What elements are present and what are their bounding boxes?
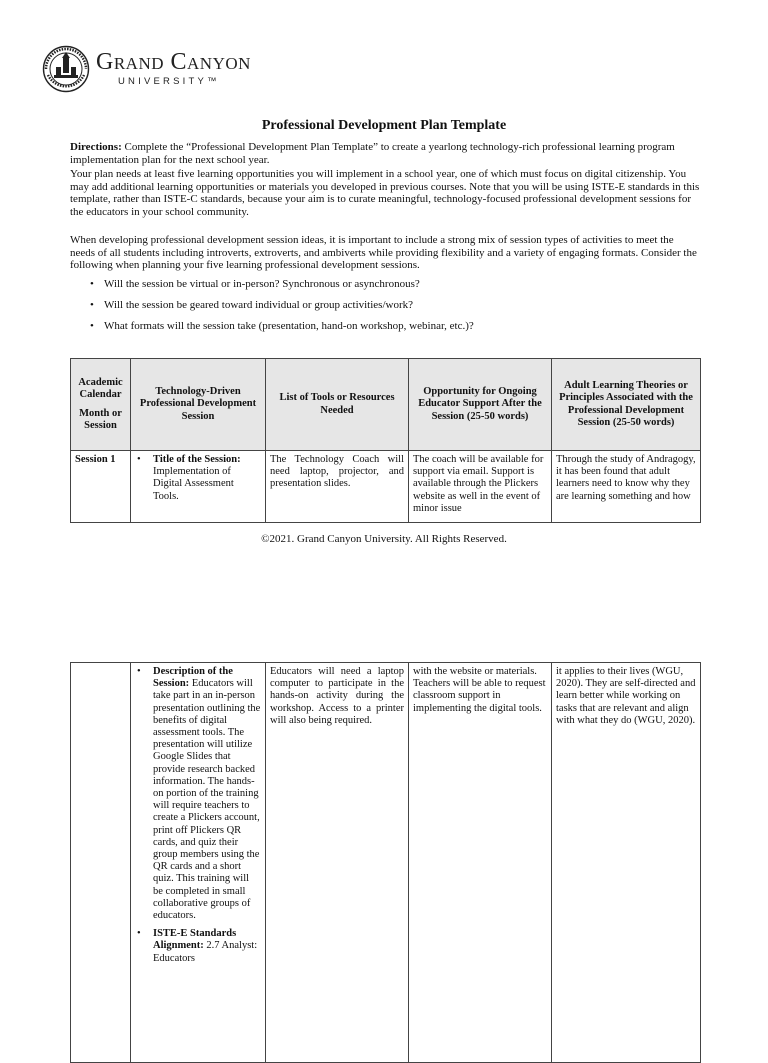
iste-label: ISTE-E Standards Alignment: bbox=[153, 928, 237, 952]
session-details-list bbox=[135, 666, 261, 965]
session-details-list bbox=[135, 454, 261, 503]
header-col1-line2: Month or Session bbox=[79, 407, 122, 431]
header-theories: Adult Learning Theories or Principles Associated with the Professional Development Session (25-50 words) bbox=[552, 359, 701, 451]
page-title: Professional Development Plan Template bbox=[261, 118, 507, 133]
description-value: Educators will take part in an in-person presentation outlining the benefits of digital assessment tools. The presentation will utilize Google Slides that provide research backed information. The hands-on portion of the training will require teachers to create a Plickers account, print off Plickers QR cards, and quiz their group members using the QR cards and a short quiz. This training will be completed in small collaborative groups of educators. bbox=[153, 678, 261, 922]
tools-cell: Educators will need a laptop computer to participate in the hands-on activity during the workshop. Access to a printer will also being required. bbox=[266, 663, 409, 1063]
support-cell: with the website or materials. Teachers will be able to request classroom support in implementing the digital tools. bbox=[409, 663, 552, 1063]
theory-cell: Through the study of Andragogy, it has been found that adult learners need to know why they are learning something and how bbox=[552, 451, 701, 523]
directions-paragraph bbox=[70, 141, 700, 166]
header-support: Opportunity for Ongoing Educator Support After the Session (25-50 words) bbox=[409, 359, 552, 451]
list-item bbox=[135, 666, 261, 922]
table-header-row bbox=[71, 359, 701, 451]
plan-table-continued bbox=[70, 662, 701, 1063]
directions-label: Directions: bbox=[70, 141, 122, 153]
title-value: Implementation of Digital Assessment Tools. bbox=[153, 466, 234, 502]
description-label: Description of the Session: bbox=[153, 666, 233, 690]
university-seal-icon bbox=[42, 45, 90, 93]
session-label: Session 1 bbox=[75, 454, 116, 465]
header-session: Technology-Driven Professional Development Session bbox=[131, 359, 266, 451]
table-row bbox=[71, 451, 701, 523]
theory-cell: it applies to their lives (WGU, 2020). They are self-directed and learn better while working on tasks that are relevant and align with what they do (WGU, 2020). bbox=[552, 663, 701, 1063]
session-label-cell bbox=[71, 663, 131, 1063]
title-label: Title of the Session: bbox=[153, 454, 241, 465]
session-title-cell bbox=[131, 451, 266, 523]
logo-name-line2: UNIVERSITY™ bbox=[118, 76, 220, 87]
tools-cell: The Technology Coach will need laptop, projector, and presentation slides. bbox=[266, 451, 409, 523]
session-label-cell bbox=[71, 451, 131, 523]
support-cell: The coach will be available for support via email. Support is available through the Plickers website as well in the event of minor issue bbox=[409, 451, 552, 523]
planning-questions-list bbox=[90, 278, 700, 341]
university-logo bbox=[42, 45, 251, 97]
plan-table bbox=[70, 358, 701, 523]
session-ideas-paragraph: When developing professional development session ideas, it is important to include a strong mix of session types of activities to meet the needs of all students including introverts, extroverts, and ambiverts while providing flexibility and a variety of engaging formats. Consider the following when planning your five learning professional development sessions. bbox=[70, 234, 697, 272]
copyright-footer: ©2021. Grand Canyon University. All Rights Reserved. bbox=[261, 533, 507, 545]
header-col1-line1: Academic Calendar bbox=[78, 377, 123, 401]
header-academic-calendar bbox=[71, 359, 131, 451]
logo-name-line1: Grand Canyon bbox=[96, 49, 251, 75]
list-item: • Will the session be virtual or in-person? Synchronous or asynchronous? bbox=[90, 278, 700, 299]
requirements-paragraph: Your plan needs at least five learning opportunities you will implement in a school year, one of which must focus on digital citizenship. You may add additional learning opportunities or materials you developed in previous courses. Note that you will be using ISTE-E standards in this template, rather than ISTE-C standards, because your aim is to curate meaningful, technology-focused professional development sessions for the educators in your school community. bbox=[70, 168, 700, 218]
list-item bbox=[135, 454, 261, 503]
table-row bbox=[71, 663, 701, 1063]
directions-text: Complete the “Professional Development Plan Template” to create a yearlong technology-rich professional learning program implementation plan for the next school year. bbox=[70, 141, 675, 166]
list-item: • What formats will the session take (presentation, hand-on workshop, webinar, etc.)? bbox=[90, 320, 700, 341]
header-tools: List of Tools or Resources Needed bbox=[266, 359, 409, 451]
session-description-cell bbox=[131, 663, 266, 1063]
iste-value: 2.7 Analyst: Educators bbox=[153, 940, 258, 964]
list-item bbox=[135, 928, 261, 965]
list-item: • Will the session be geared toward individual or group activities/work? bbox=[90, 299, 700, 320]
